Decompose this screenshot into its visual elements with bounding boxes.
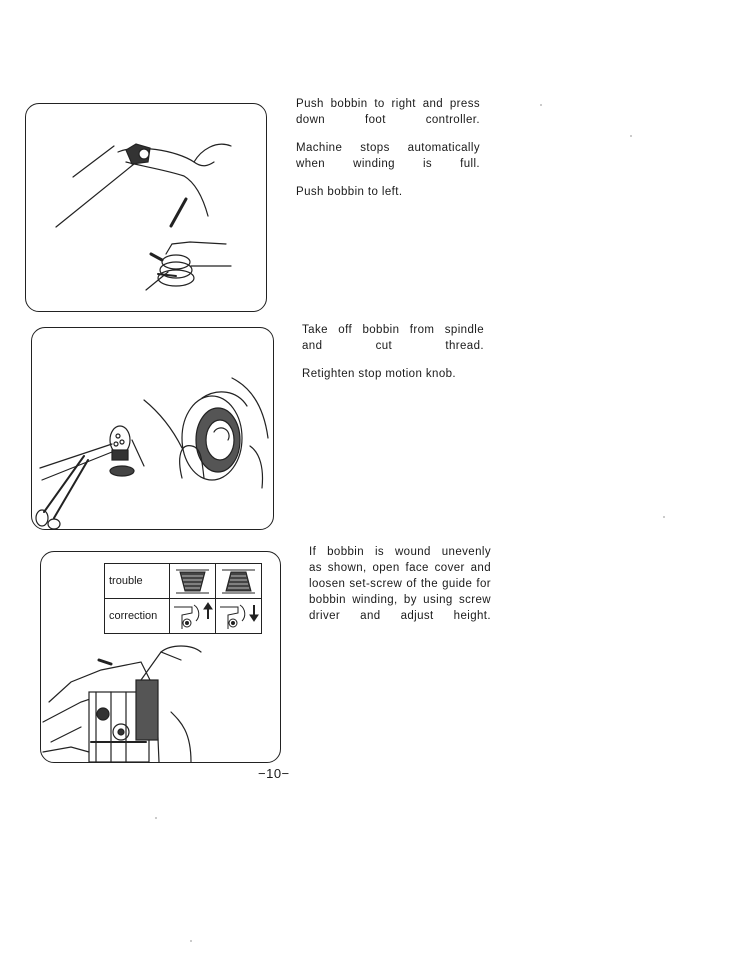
trouble-label: trouble [105,564,170,599]
illustration-panel-winding [25,103,267,312]
instruction-push-bobbin-right: Push bobbin to right and press down foot controller. [296,98,480,126]
instruction-push-bobbin-left: Push bobbin to left. [296,186,403,198]
instruction-retighten-knob: Retighten stop motion knob. [302,368,456,380]
scan-speck [190,940,192,942]
hand-pushing-bobbin-illustration [26,104,268,313]
uneven-bobbin-top-heavy-icon [170,564,215,598]
trouble-pattern-cell-1 [170,564,216,599]
scan-speck [630,135,632,137]
correction-label: correction [105,599,170,634]
instruction-take-off-bobbin: Take off bobbin from spindle and cut thread. [302,324,484,352]
illustration-panel-uneven-winding [40,551,281,763]
remove-bobbin-instructions [302,322,484,382]
correction-cell-2 [216,599,262,634]
scan-speck [663,516,665,518]
table-row-trouble [105,564,262,599]
page-number: −10− [258,766,290,781]
uneven-bobbin-bottom-heavy-icon [216,564,261,598]
table-row-correction [105,599,262,634]
trouble-correction-table [104,563,262,634]
instruction-machine-stops: Machine stops automatically when winding is full. [296,142,480,170]
scan-speck [540,104,542,106]
guide-lower-icon [216,599,261,633]
trouble-pattern-cell-2 [216,564,262,599]
winding-instructions [296,96,480,200]
guide-raise-icon [170,599,215,633]
scissors-cutting-thread-illustration [32,328,275,531]
correction-cell-1 [170,599,216,634]
illustration-panel-cut-thread [31,327,274,530]
uneven-winding-instructions [309,544,491,624]
instruction-adjust-guide-height: If bobbin is wound unevenly as shown, open face cover and loosen set-screw of the guide for bobbin winding, by using screw driver and adjust height. [309,546,491,622]
scan-speck [155,817,157,819]
